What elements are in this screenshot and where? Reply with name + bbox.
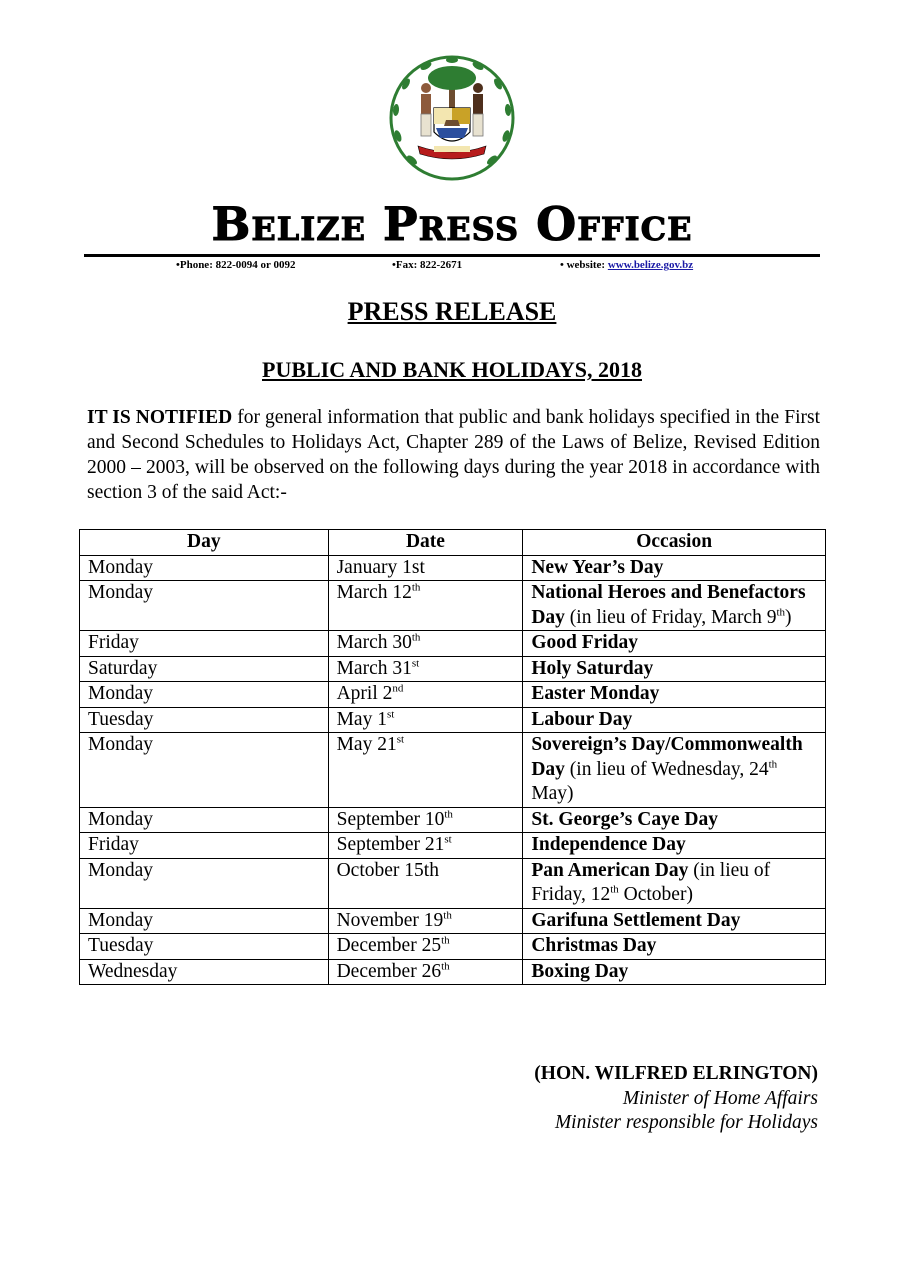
occasion-name: Boxing Day xyxy=(531,960,629,982)
date-text: March 30 xyxy=(336,632,412,653)
date-text: October 15th xyxy=(336,859,439,881)
day-text: Saturday xyxy=(88,657,158,679)
date-cell xyxy=(328,959,523,985)
occasion-cell xyxy=(523,631,826,657)
occasion-cell xyxy=(523,934,826,960)
day-cell xyxy=(80,707,329,733)
occasion-cell xyxy=(523,807,826,833)
date-suffix: st xyxy=(411,657,420,669)
header-rule xyxy=(84,254,820,257)
table-row xyxy=(80,833,826,859)
press-release-heading: PRESS RELEASE xyxy=(347,297,557,326)
day-cell xyxy=(80,959,329,985)
day-cell xyxy=(80,858,329,908)
occasion-cell xyxy=(523,656,826,682)
date-text: April 2 xyxy=(336,683,393,704)
date-cell xyxy=(328,733,523,808)
table-row xyxy=(80,908,826,934)
occasion-note-end: October) xyxy=(618,884,693,905)
date-suffix: th xyxy=(443,909,452,921)
day-cell xyxy=(80,682,329,708)
date-suffix: th xyxy=(411,631,421,644)
header-date: Date xyxy=(328,530,523,556)
occasion-note-suffix: th xyxy=(610,883,619,896)
date-suffix: th xyxy=(411,581,421,594)
occasion-cell xyxy=(523,682,826,708)
date-text: December 26 xyxy=(336,960,442,982)
day-text: Monday xyxy=(88,859,153,881)
date-text: May 21 xyxy=(336,734,397,755)
date-suffix: st xyxy=(396,733,405,746)
table-row xyxy=(80,807,826,833)
date-cell xyxy=(328,707,523,733)
date-cell xyxy=(328,858,523,908)
signature-block xyxy=(534,1062,818,1136)
occasion-name: Pan American Day xyxy=(531,859,689,881)
table-row xyxy=(80,707,826,733)
occasion-cell xyxy=(523,908,826,934)
date-cell xyxy=(328,631,523,657)
website-info xyxy=(560,259,693,271)
table-row xyxy=(80,858,826,908)
table-row xyxy=(80,631,826,657)
day-text: Friday xyxy=(88,834,139,855)
day-cell xyxy=(80,934,329,960)
occasion-note-end: ) xyxy=(785,606,792,628)
date-text: March 31 xyxy=(336,657,412,679)
table-header-row xyxy=(80,530,826,556)
occasion-name: Garifuna Settlement Day xyxy=(531,909,741,931)
day-text: Monday xyxy=(88,556,153,578)
date-cell xyxy=(328,555,523,581)
day-text: Monday xyxy=(88,582,153,603)
day-cell xyxy=(80,656,329,682)
date-text: September 21 xyxy=(336,834,445,855)
table-row xyxy=(80,733,826,808)
day-text: Tuesday xyxy=(88,708,154,730)
occasion-cell xyxy=(523,555,826,581)
signatory-role-1: Minister of Home Affairs xyxy=(622,1087,818,1109)
header-day: Day xyxy=(80,530,329,556)
occasion-note: (in lieu of Friday, March 9 xyxy=(564,606,777,628)
table-row xyxy=(80,555,826,581)
day-cell xyxy=(80,908,329,934)
notice-lead: IT IS NOTIFIED xyxy=(87,407,233,428)
website-link[interactable]: www.belize.gov.bz xyxy=(607,259,694,271)
signatory-role-2: Minister responsible for Holidays xyxy=(554,1112,818,1133)
date-cell xyxy=(328,833,523,859)
belize-coat-of-arms-icon xyxy=(388,54,516,182)
date-text: January 1st xyxy=(336,556,425,578)
header-occasion: Occasion xyxy=(523,530,826,556)
date-cell xyxy=(328,682,523,708)
date-cell xyxy=(328,581,523,631)
day-text: Monday xyxy=(88,683,153,704)
occasion-cell xyxy=(523,959,826,985)
day-text: Monday xyxy=(88,808,153,830)
website-label: • website: xyxy=(560,259,608,271)
table-row xyxy=(80,934,826,960)
occasion-cell xyxy=(523,581,826,631)
date-cell xyxy=(328,908,523,934)
table-row xyxy=(80,959,826,985)
date-text: March 12 xyxy=(336,582,412,603)
occasion-name: Labour Day xyxy=(531,708,633,730)
table-row xyxy=(80,656,826,682)
day-text: Tuesday xyxy=(88,935,154,956)
occasion-name: Sovereign’s Day/Commonwealth Day xyxy=(531,734,803,780)
date-cell xyxy=(328,807,523,833)
occasion-name: Holy Saturday xyxy=(531,657,654,679)
date-cell xyxy=(328,934,523,960)
occasion-note-suffix: th xyxy=(776,606,786,618)
org-name: Belize Press Office xyxy=(211,197,693,251)
day-cell xyxy=(80,833,329,859)
notice-body: for general information that public and bank holidays specified in the First and Second Schedules to Holidays Act, Chapter 289 of the Laws of Belize, Revised Edition 2000 – 2003, will be observed on the following days during the year 2018 in accordance with section 3 of the said Act:- xyxy=(87,407,820,503)
day-text: Friday xyxy=(88,632,139,653)
table-row xyxy=(80,682,826,708)
occasion-cell xyxy=(523,707,826,733)
fax-info: •Fax: 822-2671 xyxy=(392,259,463,271)
date-text: December 25 xyxy=(336,935,442,956)
table-row xyxy=(80,581,826,631)
day-cell xyxy=(80,581,329,631)
date-text: May 1 xyxy=(336,708,387,730)
date-cell xyxy=(328,656,523,682)
date-text: September 10 xyxy=(336,808,445,830)
date-suffix: th xyxy=(441,960,450,972)
occasion-name: Christmas Day xyxy=(531,935,657,956)
day-cell xyxy=(80,807,329,833)
occasion-cell xyxy=(523,733,826,808)
date-suffix: nd xyxy=(392,682,404,695)
date-suffix: th xyxy=(441,934,450,947)
occasion-name: New Year’s Day xyxy=(531,556,664,578)
signatory-name: (HON. WILFRED ELRINGTON) xyxy=(534,1063,818,1084)
day-cell xyxy=(80,733,329,808)
occasion-note: (in lieu of Friday, 12 xyxy=(531,859,771,905)
day-text: Wednesday xyxy=(88,960,178,982)
day-text: Monday xyxy=(88,909,153,931)
day-text: Monday xyxy=(88,734,153,755)
document-title: PUBLIC AND BANK HOLIDAYS, 2018 xyxy=(262,357,642,382)
occasion-note-end: May) xyxy=(531,783,574,804)
date-suffix: st xyxy=(386,708,395,720)
occasion-name: Independence Day xyxy=(531,834,686,855)
date-text: November 19 xyxy=(336,909,444,931)
occasion-name: St. George’s Caye Day xyxy=(531,808,718,830)
phone-info: •Phone: 822-0094 or 0092 xyxy=(176,259,296,271)
occasion-name: National Heroes and Benefactors Day xyxy=(531,582,806,628)
date-suffix: st xyxy=(444,833,452,846)
occasion-cell xyxy=(523,833,826,859)
day-cell xyxy=(80,631,329,657)
day-cell xyxy=(80,555,329,581)
notice-paragraph xyxy=(87,405,820,505)
holidays-table xyxy=(79,529,826,985)
occasion-cell xyxy=(523,858,826,908)
occasion-name: Good Friday xyxy=(531,632,639,653)
date-suffix: th xyxy=(444,808,453,820)
occasion-note-suffix: th xyxy=(768,758,778,770)
occasion-name: Easter Monday xyxy=(531,683,660,704)
occasion-note: (in lieu of Wednesday, 24 xyxy=(564,758,769,780)
